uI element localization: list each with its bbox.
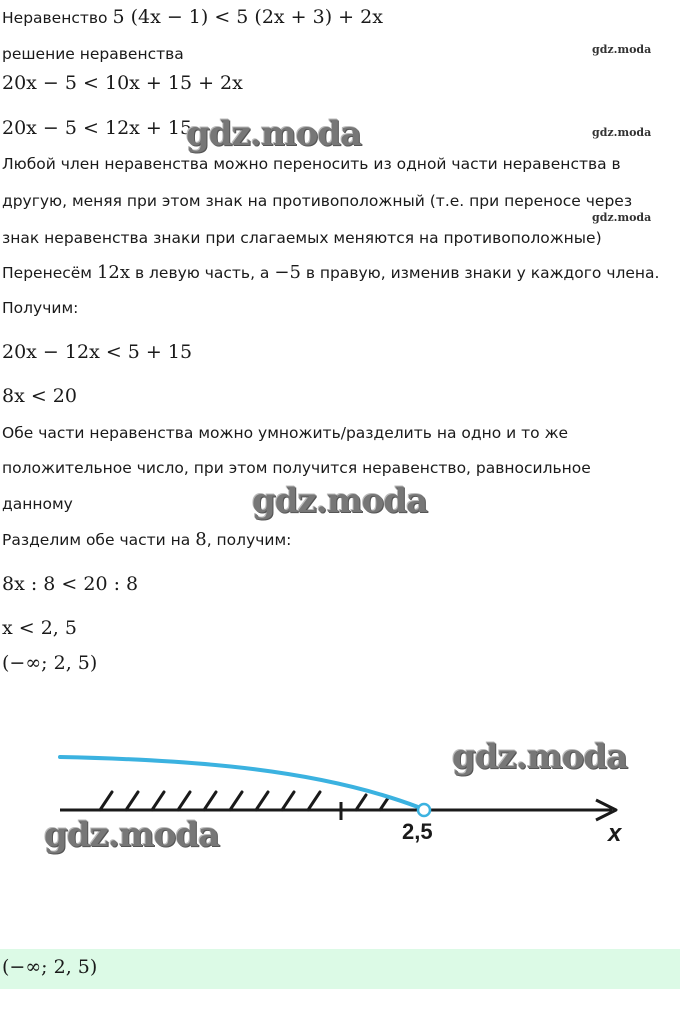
transfer-term-1: 12x xyxy=(96,262,130,283)
division-text-a: Разделим обе части на xyxy=(2,531,191,549)
division-explanation xyxy=(2,529,291,551)
division-text-b: , получим: xyxy=(206,531,292,549)
axis-label: x xyxy=(608,820,622,847)
hatching xyxy=(100,792,388,810)
equation-step-2: 20x − 5 < 12x + 15 xyxy=(2,117,193,139)
rule-line-3: знак неравенства знаки при слагаемых меняются на противоположные) xyxy=(2,229,602,247)
equation-step-1: 20x − 5 < 10x + 15 + 2x xyxy=(2,72,243,94)
rule-line-2: другую, меняя при этом знак на противоположный (т.е. при переносе через xyxy=(2,192,633,210)
solution-heading: решение неравенства xyxy=(2,45,184,63)
answer-text: (−∞; 2, 5) xyxy=(2,956,98,978)
watermark-small-1: gdz.moda xyxy=(592,43,652,56)
equation-step-4: 8x < 20 xyxy=(2,385,77,407)
result-label: Получим: xyxy=(2,299,79,317)
watermark-small-3: gdz.moda xyxy=(592,211,652,224)
watermark-big-2: gdz.moda xyxy=(252,481,428,521)
property-line-2: положительное число, при этом получится неравенство, равносильное xyxy=(2,459,591,477)
equation-step-3: 20x − 12x < 5 + 15 xyxy=(2,341,193,363)
open-point xyxy=(418,804,430,816)
division-number: 8 xyxy=(195,529,207,550)
watermark-big-3: gdz.moda xyxy=(452,737,628,777)
transfer-text-a: Перенесём xyxy=(2,264,92,282)
task-label: Неравенство xyxy=(2,9,108,27)
watermark-big-1: gdz.moda xyxy=(186,114,362,154)
task-statement xyxy=(2,6,383,29)
transfer-text-b: в левую часть, а xyxy=(134,264,270,282)
interval-result: (−∞; 2, 5) xyxy=(2,652,98,674)
task-inequality: 5 (4x − 1) < 5 (2x + 3) + 2x xyxy=(112,6,383,28)
watermark-small-2: gdz.moda xyxy=(592,126,652,139)
equation-step-5: 8x : 8 < 20 : 8 xyxy=(2,573,139,595)
rule-line-1: Любой член неравенства можно переносить из одной части неравенства в xyxy=(2,155,621,173)
watermark-big-4: gdz.moda xyxy=(44,815,220,855)
equation-step-6: x < 2, 5 xyxy=(2,617,77,639)
transfer-term-2: −5 xyxy=(274,262,301,283)
property-line-1: Обе части неравенства можно умножить/разделить на одно и то же xyxy=(2,424,569,442)
answer-bar xyxy=(0,949,680,989)
transfer-text-c: в правую, изменив знаки у каждого члена. xyxy=(305,264,660,282)
property-line-3: данному xyxy=(2,495,73,513)
point-label: 2,5 xyxy=(402,819,433,844)
transfer-explanation xyxy=(2,262,659,284)
